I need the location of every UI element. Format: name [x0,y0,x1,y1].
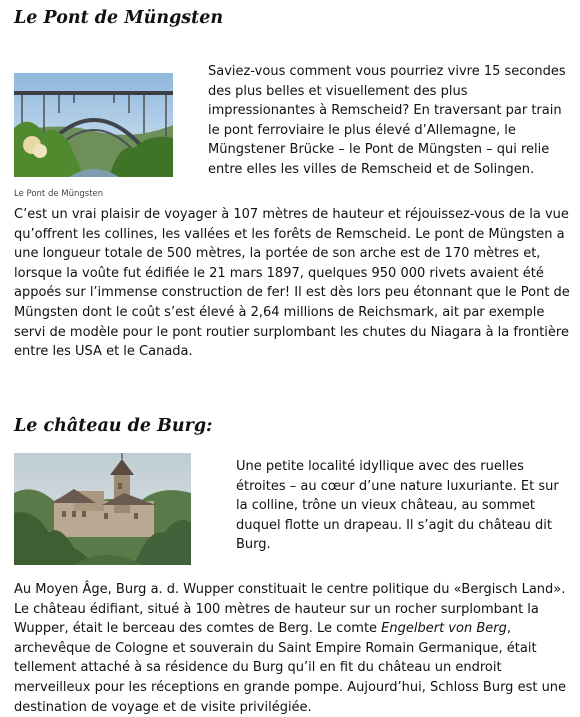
body-paragraph-chateau [14,580,576,717]
image-caption: Le Pont de Müngsten [14,189,104,199]
body-text-part: , archevêque de Cologne et souverain du Saint Empire Romain Germanique, était tellement attaché à sa résidence du Burg qu’il en fit du château un endroit merveilleux pour les réceptions en grande pompe. Aujourd’hui, Schloss Burg est une destination de voyage et de visite privilégiée. [14,621,567,715]
castle-photo [14,453,191,565]
intro-paragraph-pont: Saviez-vous comment vous pourriez vivre 15 secondes des plus belles et visuellement des plus impressionantes à Remscheid? En traversant par train le pont ferroviaire le plus élevé d’Allemagne, le Müngstener Brücke – le Pont de Müngsten – qui relie entre elles les villes de Remscheid et de Solingen. [208,64,566,177]
count-name-emphasis: Engelbert von Berg [381,621,507,637]
section-title-chateau: Le château de Burg: [14,416,213,436]
intro-paragraph-chateau: Une petite localité idyllique avec des ruelles étroites – au cœur d’une nature luxuriante. Et sur la colline, trône un vieux château, au sommet duquel flotte un drapeau. Il s’agit du château dit Burg. [236,459,559,553]
body-paragraph-pont: C’est un vrai plaisir de voyager à 107 mètres de hauteur et réjouissez-vous de la vue qu’offrent les collines, les vallées et les forêts de Remscheid. Le pont de Müngsten a une longueur totale de 500 mètres, la portée de son arche est de 170 mètres et, lorsque la voûte fut édifiée le 21 mars 1897, quelques 950 000 rivets avaient été appoés sur l’immense construction de fer! Il est dès lors peu étonnant que le Pont de Müngsten dont le coût s’est élevé à 2,64 millions de Reichsmark, ait par exemple servi de modèle pour le pont routier surplombant les chutes du Niagara à la frontière entre les USA et le Canada. [14,207,570,360]
body-text-part: Au Moyen Âge, Burg a. d. Wupper constituait le centre politique du «Bergisch Land». Le château édifiant, situé à 100 mètres de hauteur sur un rocher surplombant la Wupper, était le berceau des comtes de Berg. Le comte [14,582,566,637]
bridge-photo [14,73,173,177]
section-title-pont: Le Pont de Müngsten [14,8,224,28]
